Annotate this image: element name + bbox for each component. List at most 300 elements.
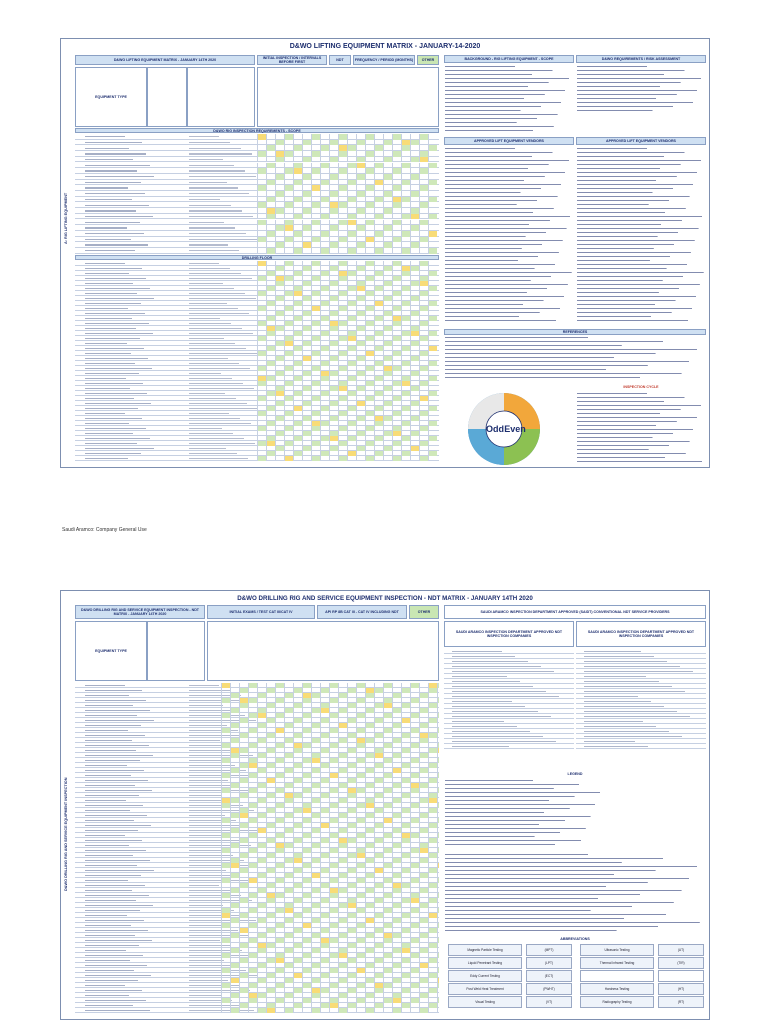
abbreviation-cell: Radiography Testing: [580, 996, 654, 1008]
check-cell: [293, 1008, 302, 1013]
provider-text-placeholder: [584, 721, 643, 722]
provider-text-placeholder: [584, 696, 638, 697]
row-text-placeholder: [85, 860, 150, 861]
right1-requirements-text: [577, 65, 705, 115]
provider-text-placeholder: [452, 686, 533, 687]
row-text-placeholder: [85, 1005, 133, 1006]
check-cell: [428, 248, 437, 254]
row-text-placeholder: [189, 328, 242, 329]
row-text-placeholder: [85, 438, 150, 439]
provider-text-placeholder: [452, 746, 509, 747]
check-cell: [392, 248, 401, 254]
row-text-placeholder: [85, 216, 153, 217]
row-text-placeholder: [85, 273, 129, 274]
check-cell: [239, 1008, 248, 1013]
row-text-placeholder: [85, 875, 141, 876]
row-text-placeholder: [85, 233, 144, 234]
document-caption: Saudi Aramco: Company General Use: [62, 527, 147, 533]
row-text-placeholder: [189, 438, 244, 439]
matrix1-col-c: [187, 67, 255, 127]
row-text-placeholder: [189, 239, 257, 240]
row-text-placeholder: [85, 960, 130, 961]
check-cell: [365, 248, 374, 254]
row-text-placeholder: [85, 845, 129, 846]
row-text-placeholder: [189, 153, 252, 154]
row-text-placeholder: [85, 373, 139, 374]
check-cell: [419, 456, 428, 461]
row-text-placeholder: [189, 343, 235, 344]
row-text-placeholder: [85, 153, 146, 154]
provider-text-placeholder: [452, 711, 538, 712]
check-cell: [275, 456, 284, 461]
wheel-even-label: Even: [504, 424, 526, 434]
right1-background-text: [445, 65, 573, 135]
provider-text-placeholder: [584, 741, 635, 742]
matrix1-rows-bottom: [75, 261, 439, 461]
row-text-placeholder: [85, 865, 137, 866]
row-text-placeholder: [189, 850, 222, 851]
row-text-placeholder: [189, 268, 230, 269]
row-checks: [257, 248, 437, 254]
abbreviations-table: [444, 944, 706, 1014]
check-cell: [284, 1008, 293, 1013]
check-cell: [284, 456, 293, 461]
row-text-placeholder: [85, 283, 133, 284]
check-cell: [338, 248, 347, 254]
matrix2-initial-header: INITIAL EXAMS / TEST CAT III/CAT IV: [207, 605, 315, 619]
row-text-placeholder: [189, 885, 219, 886]
check-cell: [356, 456, 365, 461]
row-text-placeholder: [85, 263, 125, 264]
provider-text-placeholder: [584, 701, 651, 702]
check-cell: [383, 456, 392, 461]
row-text-placeholder: [85, 187, 128, 188]
provider-text-placeholder: [452, 731, 530, 732]
check-cell: [320, 456, 329, 461]
row-text-placeholder: [85, 765, 127, 766]
right1-vendors-right: [577, 147, 705, 327]
check-cell: [266, 456, 275, 461]
check-cell: [311, 456, 320, 461]
matrix2-legend: LEGEND: [444, 771, 706, 777]
check-cell: [230, 1008, 239, 1013]
row-text-placeholder: [85, 715, 137, 716]
row-text-placeholder: [85, 940, 152, 941]
abbreviation-cell: Visual Testing: [448, 996, 522, 1008]
row-text-placeholder: [85, 268, 142, 269]
right1-cycle-text: [577, 392, 705, 464]
row-text-placeholder: [85, 820, 134, 821]
check-cell: [383, 1008, 392, 1013]
right1-approved-left: APPROVED LIFT EQUIPMENT VENDORS: [444, 137, 574, 145]
matrix2-provider-col-b: SAUDI ARAMCO INSPECTION DEPARTMENT APPROVED NDT INSPECTION COMPANIES: [576, 621, 706, 647]
row-text-placeholder: [85, 895, 149, 896]
row-text-placeholder: [189, 960, 224, 961]
row-text-placeholder: [189, 216, 253, 217]
provider-text-placeholder: [584, 691, 685, 692]
abbreviation-row: [444, 996, 706, 1007]
abbreviation-cell: (TIR): [658, 957, 704, 969]
row-text-placeholder: [85, 760, 140, 761]
check-cell: [401, 248, 410, 254]
check-cell: [320, 1008, 329, 1013]
row-text-placeholder: [85, 720, 154, 721]
row-text-placeholder: [189, 413, 229, 414]
matrix1-subtitle: D&WO LIFTING EQUIPMENT MATRIX - JANUARY 14TH 2020: [75, 55, 255, 65]
matrix1-equipment-col: EQUIPMENT TYPE: [75, 67, 147, 127]
check-cell: [347, 1008, 356, 1013]
abbreviation-cell: Ultrasonic Testing: [580, 944, 654, 956]
provider-text-placeholder: [452, 691, 546, 692]
row-text-placeholder: [85, 303, 141, 304]
row-text-placeholder: [85, 795, 139, 796]
row-text-placeholder: [189, 685, 219, 686]
row-text-placeholder: [85, 965, 147, 966]
row-text-placeholder: [189, 388, 254, 389]
row-text-placeholder: [85, 428, 146, 429]
row-text-placeholder: [85, 383, 143, 384]
check-cell: [275, 248, 284, 254]
abbreviation-cell: (LPT): [526, 957, 572, 969]
row-text-placeholder: [85, 423, 129, 424]
check-cell: [392, 456, 401, 461]
check-cell: [338, 456, 347, 461]
row-text-placeholder: [85, 920, 144, 921]
abbreviation-cell: [658, 970, 704, 982]
row-text-placeholder: [85, 975, 151, 976]
check-cell: [365, 456, 374, 461]
provider-text-placeholder: [452, 741, 556, 742]
provider-text-placeholder: [584, 716, 690, 717]
matrix2-side-label: D&WO DRILLING RIG AND SERVICE EQUIPMENT INSPECTION: [64, 777, 68, 891]
check-cell: [374, 1008, 383, 1013]
check-cell: [257, 456, 266, 461]
matrix2-col-b: [147, 621, 205, 681]
ndt-matrix-sheet: [60, 590, 710, 1020]
check-cell: [419, 248, 428, 254]
row-text-placeholder: [85, 368, 152, 369]
table-row: [75, 456, 439, 461]
row-text-placeholder: [85, 990, 142, 991]
provider-text-placeholder: [584, 686, 672, 687]
matrix1-rows-top: [75, 134, 439, 254]
provider-text-placeholder: [452, 726, 517, 727]
check-cell: [347, 456, 356, 461]
check-cell: [311, 248, 320, 254]
wheel-odd-label: Odd: [486, 424, 504, 434]
row-text-placeholder: [85, 890, 132, 891]
row-text-placeholder: [85, 805, 143, 806]
row-text-placeholder: [85, 985, 125, 986]
row-text-placeholder: [85, 790, 152, 791]
check-cell: [329, 456, 338, 461]
check-cell: [257, 248, 266, 254]
row-text-placeholder: [85, 250, 135, 251]
provider-text-placeholder: [452, 716, 551, 717]
provider-text-placeholder: [452, 661, 528, 662]
row-text-placeholder: [189, 308, 238, 309]
row-text-placeholder: [85, 905, 153, 906]
row-text-placeholder: [85, 1000, 146, 1001]
row-text-placeholder: [85, 333, 153, 334]
row-text-placeholder: [85, 855, 133, 856]
matrix1-ndt-header: NDT: [329, 55, 351, 65]
check-cell: [374, 248, 383, 254]
check-cell: [428, 456, 437, 461]
check-cell: [365, 1008, 374, 1013]
row-text-placeholder: [85, 348, 144, 349]
provider-text-placeholder: [452, 666, 541, 667]
row-text-placeholder: [85, 378, 126, 379]
row-text-placeholder: [85, 244, 148, 245]
row-text-placeholder: [189, 795, 221, 796]
matrix2-equipment-col: EQUIPMENT TYPE: [75, 621, 147, 681]
table-row: [75, 1008, 439, 1013]
row-text-placeholder: [85, 170, 137, 171]
provider-list: [444, 649, 706, 749]
row-text-placeholder: [189, 244, 228, 245]
row-text-placeholder: [85, 755, 153, 756]
row-text-placeholder: [189, 393, 225, 394]
row-text-placeholder: [85, 750, 136, 751]
row-text-placeholder: [189, 205, 231, 206]
table-row: [75, 248, 439, 254]
row-text-placeholder: [189, 222, 224, 223]
row-text-placeholder: [189, 353, 257, 354]
row-text-placeholder: [189, 815, 225, 816]
row-text-placeholder: [85, 880, 128, 881]
row-text-placeholder: [85, 363, 135, 364]
check-cell: [401, 456, 410, 461]
row-text-placeholder: [189, 250, 239, 251]
check-cell: [356, 248, 365, 254]
row-text-placeholder: [189, 298, 256, 299]
right1-approved-right: APPROVED LIFT EQUIPMENT VENDORS: [576, 137, 706, 145]
provider-text-placeholder: [452, 706, 525, 707]
matrix1-side-label: A: RIG LIFTING EQUIPMENT: [64, 192, 68, 244]
matrix2-other-header: OTHER: [409, 605, 439, 619]
row-text-placeholder: [189, 398, 236, 399]
provider-text-placeholder: [452, 736, 543, 737]
provider-text-placeholder: [452, 656, 515, 657]
check-cell: [275, 1008, 284, 1013]
right1-vendors-left: [445, 147, 573, 327]
row-text-placeholder: [85, 148, 129, 149]
row-text-placeholder: [85, 165, 150, 166]
row-text-placeholder: [85, 800, 126, 801]
row-text-placeholder: [85, 142, 142, 143]
row-text-placeholder: [85, 825, 151, 826]
row-text-placeholder: [189, 210, 242, 211]
row-text-placeholder: [85, 930, 148, 931]
abbreviation-cell: Magnetic Particle Testing: [448, 944, 522, 956]
check-cell: [392, 1008, 401, 1013]
row-text-placeholder: [85, 830, 138, 831]
row-text-placeholder: [85, 700, 146, 701]
text-line: [445, 843, 605, 847]
check-cell: [383, 248, 392, 254]
row-text-placeholder: [85, 870, 154, 871]
provider-text-placeholder: [584, 711, 677, 712]
provider-text-placeholder: [452, 721, 504, 722]
row-text-placeholder: [189, 940, 220, 941]
abbreviation-cell: [580, 970, 654, 982]
row-text-placeholder: [189, 760, 224, 761]
row-text-placeholder: [85, 210, 136, 211]
row-text-placeholder: [85, 453, 141, 454]
row-text-placeholder: [189, 182, 227, 183]
inspection-cycle-wheel: [445, 387, 563, 467]
row-text-placeholder: [85, 925, 131, 926]
row-text-placeholder: [189, 142, 230, 143]
row-text-placeholder: [85, 740, 132, 741]
check-cell: [347, 248, 356, 254]
check-cell: [401, 1008, 410, 1013]
row-text-placeholder: [85, 835, 125, 836]
check-cell: [437, 1008, 439, 1013]
matrix2-title: D&WO DRILLING RIG AND SERVICE EQUIPMENT INSPECTION - NDT MATRIX - JANUARY 14TH 2020: [237, 595, 533, 602]
row-text-placeholder: [189, 418, 240, 419]
row-text-placeholder: [85, 935, 135, 936]
row-text-placeholder: [189, 165, 234, 166]
matrix1-other-header: OTHER: [417, 55, 439, 65]
provider-row: [576, 744, 706, 749]
row-text-placeholder: [189, 293, 245, 294]
row-text-placeholder: [189, 448, 226, 449]
row-text-placeholder: [189, 905, 223, 906]
text-line: [577, 319, 705, 323]
row-text-placeholder: [85, 323, 149, 324]
provider-text-placeholder: [452, 681, 520, 682]
row-text-placeholder: [85, 705, 133, 706]
provider-text-placeholder: [584, 681, 659, 682]
row-text-placeholder: [85, 458, 128, 459]
check-cell: [338, 1008, 347, 1013]
check-cell: [221, 1008, 230, 1013]
row-text-placeholder: [189, 233, 246, 234]
row-checks: [221, 1008, 439, 1013]
row-text-placeholder: [189, 199, 220, 200]
row-text-placeholder: [85, 850, 146, 851]
row-text-placeholder: [189, 170, 245, 171]
provider-row: [444, 744, 574, 749]
matrix1-section-scope: D&WO RIG INSPECTION REQUIREMENTS - SCOPE: [75, 128, 439, 133]
row-text-placeholder: [189, 148, 241, 149]
row-text-placeholder: [85, 338, 140, 339]
abbreviation-cell: (UT): [658, 944, 704, 956]
row-text-placeholder: [85, 690, 142, 691]
row-text-placeholder: [85, 910, 140, 911]
right1-references-text: [445, 336, 705, 382]
row-text-placeholder: [85, 980, 138, 981]
matrix1-col-vertical-heads: [257, 67, 439, 127]
row-text-placeholder: [85, 193, 145, 194]
check-cell: [356, 1008, 365, 1013]
row-text-placeholder: [189, 428, 222, 429]
check-cell: [410, 456, 419, 461]
row-text-placeholder: [85, 398, 134, 399]
row-text-placeholder: [85, 318, 132, 319]
row-text-placeholder: [85, 970, 134, 971]
right1-references: REFERENCES: [444, 329, 706, 335]
matrix2-subtitle: D&WO DRILLING RIG AND SERVICE EQUIPMENT INSPECTION - NDT MATRIX - JANUARY 14TH 2020: [75, 605, 205, 619]
row-text-placeholder: [85, 182, 141, 183]
check-cell: [302, 1008, 311, 1013]
row-text-placeholder: [85, 239, 131, 240]
row-text-placeholder: [85, 780, 148, 781]
provider-text-placeholder: [584, 726, 656, 727]
check-cell: [320, 248, 329, 254]
provider-text-placeholder: [584, 676, 646, 677]
row-text-placeholder: [189, 368, 250, 369]
check-cell: [302, 248, 311, 254]
row-text-placeholder: [85, 288, 150, 289]
row-text-placeholder: [85, 785, 135, 786]
row-checks: [257, 456, 437, 461]
abbreviation-cell: Post Weld Heat Treatment: [448, 983, 522, 995]
row-text-placeholder: [85, 815, 147, 816]
check-cell: [266, 248, 275, 254]
matrix2-providers-header: SAUDI ARAMCO INSPECTION DEPARTMENT APPROVED (SAIDT) CONVENTIONAL NDT SERVICE PROVIDERS: [444, 605, 706, 619]
row-text-placeholder: [85, 308, 128, 309]
row-text-placeholder: [85, 403, 151, 404]
row-text-placeholder: [189, 995, 221, 996]
abbreviation-cell: (PWHT): [526, 983, 572, 995]
row-text-placeholder: [85, 418, 142, 419]
row-text-placeholder: [189, 453, 237, 454]
row-text-placeholder: [189, 458, 248, 459]
provider-text-placeholder: [452, 651, 502, 652]
text-line: [577, 109, 705, 113]
provider-text-placeholder: [452, 696, 559, 697]
abbreviation-cell: Eddy Current Testing: [448, 970, 522, 982]
matrix1-title: D&WO LIFTING EQUIPMENT MATRIX - JANUARY-14-2020: [289, 43, 481, 50]
abbreviation-row: [444, 944, 706, 955]
row-text-placeholder: [189, 187, 238, 188]
row-text-placeholder: [189, 403, 247, 404]
row-text-placeholder: [189, 373, 221, 374]
matrix1-section-floor: DRILLING FLOOR: [75, 255, 439, 260]
row-text-placeholder: [189, 159, 223, 160]
row-text-placeholder: [85, 810, 130, 811]
row-text-placeholder: [189, 348, 246, 349]
check-cell: [302, 456, 311, 461]
row-text-placeholder: [85, 915, 127, 916]
row-text-placeholder: [189, 433, 233, 434]
row-text-placeholder: [85, 388, 130, 389]
provider-text-placeholder: [452, 676, 507, 677]
row-text-placeholder: [85, 222, 140, 223]
provider-text-placeholder: [452, 701, 512, 702]
row-text-placeholder: [85, 413, 125, 414]
row-text-placeholder: [85, 408, 138, 409]
text-line: [445, 929, 705, 933]
abbreviation-cell: (MPT): [526, 944, 572, 956]
abbreviation-cell: (HT): [658, 983, 704, 995]
check-cell: [428, 1008, 437, 1013]
row-text-placeholder: [85, 199, 132, 200]
row-text-placeholder: [85, 227, 127, 228]
text-line: [445, 319, 573, 323]
check-cell: [374, 456, 383, 461]
abbreviation-row: [444, 970, 706, 981]
text-line: [445, 376, 705, 380]
row-text-placeholder: [85, 328, 136, 329]
matrix2-api-header: API RP 8B CAT III - CAT IV INCLUDING NDT: [317, 605, 407, 619]
row-text-placeholder: [85, 770, 144, 771]
row-text-placeholder: [189, 278, 252, 279]
abbreviation-cell: (RT): [658, 996, 704, 1008]
